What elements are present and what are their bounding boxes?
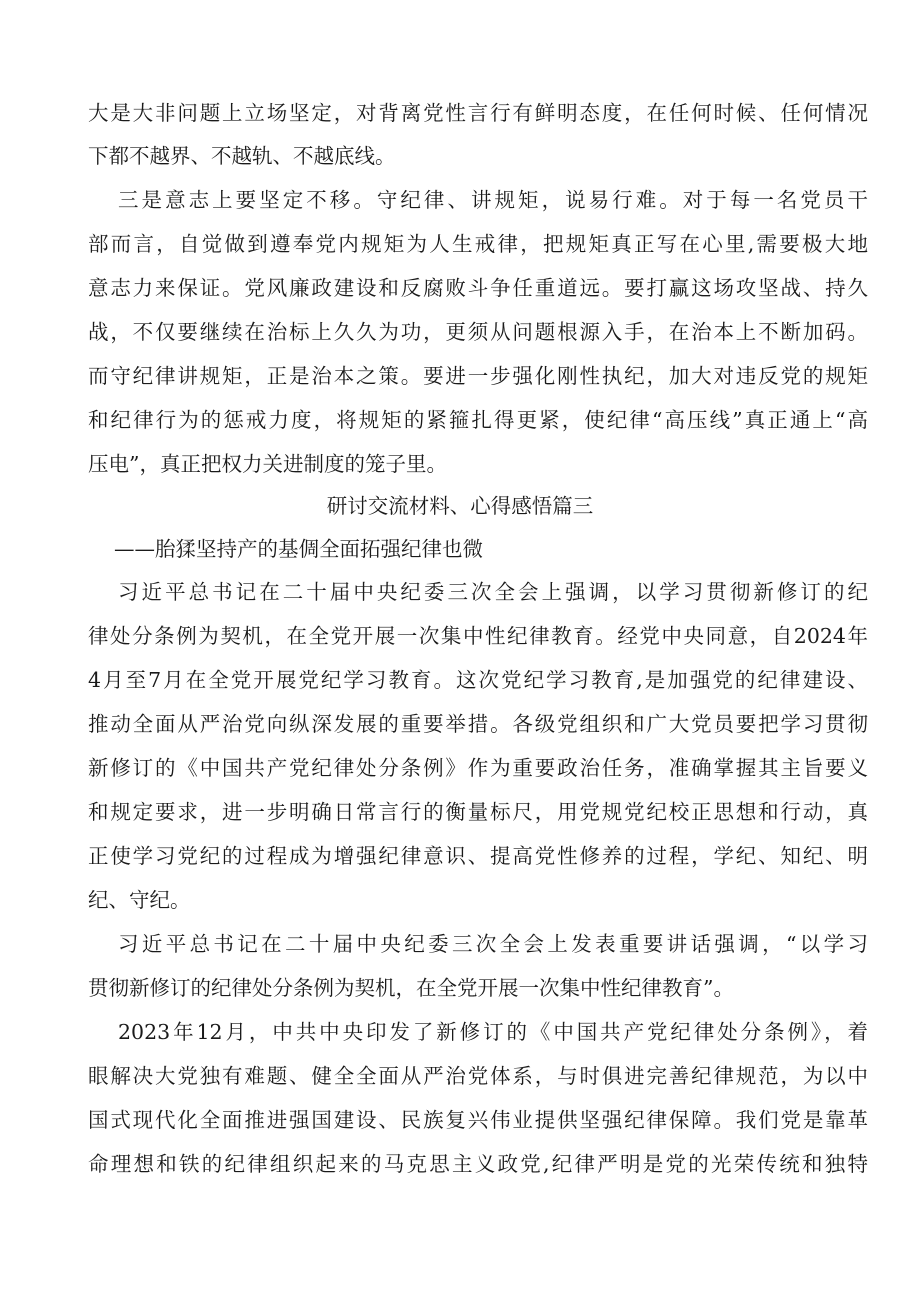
paragraph-2-line-3: 意志力来保证。党风廉政建设和反腐败斗争任重道远。要打赢这场攻坚战、持久	[88, 276, 868, 300]
paragraph-5-line-2: 眼解决大党独有难题、健全全面从严治党体系，与时俱进完善纪律规范，为以中	[88, 1064, 868, 1088]
paragraph-3-line-3: 4月至7月在全党开展党纪学习教育。这次党纪学习教育,是加强党的纪律建设、	[88, 668, 868, 692]
paragraph-3-line-7: 正使学习党纪的过程成为增强纪律意识、提高党性修养的过程，学纪、知纪、明	[88, 844, 868, 868]
paragraph-4-line-2: 贯彻新修订的纪律处分条例为契机，在全党开展一次集中性纪律教育”。	[88, 976, 734, 1000]
section-title: 研讨交流材料、心得感悟篇三	[326, 494, 594, 518]
paragraph-5-line-1: 2023年12月，中共中央印发了新修订的《中国共产党纪律处分条例》，着	[118, 1020, 868, 1044]
paragraph-4-line-1: 习近平总书记在二十届中央纪委三次全会上发表重要讲话强调，“以学习	[118, 932, 868, 956]
paragraph-5-line-3: 国式现代化全面推进强国建设、民族复兴伟业提供坚强纪律保障。我们党是靠革	[88, 1108, 868, 1132]
paragraph-2-line-5: 而守纪律讲规矩，正是治本之策。要进一步强化刚性执纪，加大对违反党的规矩	[88, 364, 868, 388]
paragraph-2-line-4: 战，不仅要继续在治标上久久为功，更须从问题根源入手，在治本上不断加码。	[88, 320, 868, 344]
section-subtitle: ——胎猱坚持产的基倜全面拓强纪律也微	[114, 537, 483, 561]
paragraph-2-line-6: 和纪律行为的惩戒力度，将规矩的紧箍扎得更紧，使纪律“高压线”真正通上“高	[88, 408, 868, 432]
paragraph-3-line-8: 纪、守纪。	[88, 888, 191, 912]
paragraph-5-line-4: 命理想和铁的纪律组织起来的马克思主义政党,纪律严明是党的光荣传统和独特	[88, 1152, 868, 1176]
paragraph-2-line-2: 部而言，自觉做到遵奉党内规矩为人生戒律，把规矩真正写在心里,需要极大地	[88, 232, 868, 256]
paragraph-2-line-1: 三是意志上要坚定不移。守纪律、讲规矩，说易行难。对于每一名党员干	[118, 188, 868, 212]
paragraph-3-line-6: 和规定要求，进一步明确日常言行的衡量标尺，用党规党纪校正思想和行动，真	[88, 800, 868, 824]
paragraph-3-line-1: 习近平总书记在二十届中央纪委三次全会上强调，以学习贯彻新修订的纪	[118, 580, 868, 604]
paragraph-2-line-7: 压电”，真正把权力关进制度的笼子里。	[88, 452, 447, 476]
paragraph-3-line-2: 律处分条例为契机，在全党开展一次集中性纪律教育。经党中央同意，自2024年	[88, 624, 868, 648]
paragraph-3-line-4: 推动全面从严治党向纵深发展的重要举措。各级党组织和广大党员要把学习贯彻	[88, 712, 868, 736]
paragraph-1-line-1: 大是大非问题上立场坚定，对背离党性言行有鲜明态度，在任何时候、任何情况	[88, 101, 868, 125]
paragraph-1-line-2: 下都不越界、不越轨、不越底线。	[88, 144, 396, 168]
paragraph-3-line-5: 新修订的《中国共产党纪律处分条例》作为重要政治任务，准确掌握其主旨要义	[88, 756, 868, 780]
